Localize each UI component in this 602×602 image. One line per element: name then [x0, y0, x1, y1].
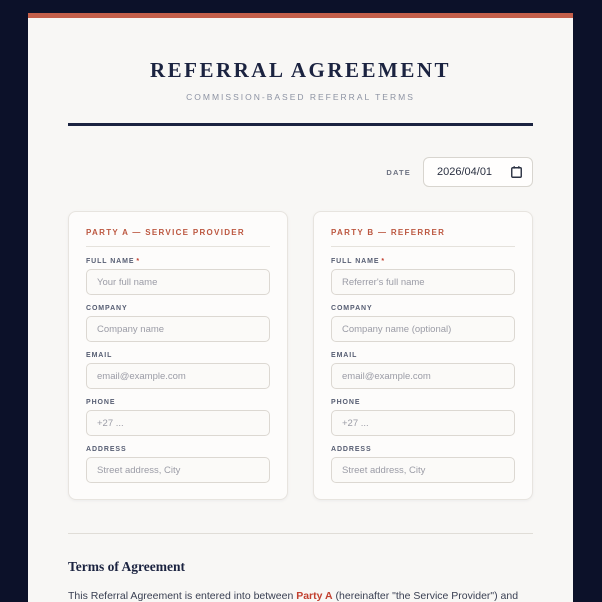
calendar-icon[interactable] — [511, 166, 522, 178]
party-b-email-field — [331, 352, 515, 389]
party-a-phone-input[interactable] — [86, 410, 270, 436]
date-label: DATE — [386, 167, 411, 177]
party-b-phone-field — [331, 399, 515, 436]
party-a-full-name-label: FULL NAME — [86, 258, 135, 265]
party-b-address-field — [331, 446, 515, 483]
party-a-heading: PARTY A — SERVICE PROVIDER — [86, 228, 270, 247]
party-b-email-input[interactable] — [331, 363, 515, 389]
party-b-address-input[interactable] — [331, 457, 515, 483]
terms-paragraph — [68, 589, 533, 602]
date-row — [68, 157, 533, 187]
terms-text-after: (hereinafter "the Service Provider") and — [332, 590, 519, 602]
party-b-heading: PARTY B — REFERRER — [331, 228, 515, 247]
required-asterisk: * — [136, 258, 141, 265]
party-b-phone-label: PHONE — [331, 399, 361, 406]
party-a-reference: Party A — [296, 590, 333, 602]
party-a-phone-label: PHONE — [86, 399, 116, 406]
required-asterisk: * — [381, 258, 386, 265]
party-b-full-name-input[interactable] — [331, 269, 515, 295]
party-b-phone-input[interactable] — [331, 410, 515, 436]
terms-divider — [68, 533, 533, 534]
party-a-full-name-field — [86, 258, 270, 295]
header-divider — [68, 123, 533, 126]
party-a-email-field — [86, 352, 270, 389]
party-a-company-field — [86, 305, 270, 342]
party-b-full-name-label: FULL NAME — [331, 258, 380, 265]
party-a-phone-field — [86, 399, 270, 436]
terms-text-before: This Referral Agreement is entered into between — [68, 590, 297, 602]
party-a-card — [68, 211, 288, 500]
party-a-email-label: EMAIL — [86, 352, 113, 359]
document-header — [68, 18, 533, 102]
party-a-full-name-input[interactable] — [86, 269, 270, 295]
party-b-address-label: ADDRESS — [331, 446, 372, 453]
party-a-address-field — [86, 446, 270, 483]
party-a-company-label: COMPANY — [86, 305, 128, 312]
party-a-address-input[interactable] — [86, 457, 270, 483]
party-cards — [68, 211, 533, 500]
date-input[interactable] — [423, 157, 533, 187]
party-b-company-label: COMPANY — [331, 305, 373, 312]
page-subtitle: COMMISSION-BASED REFERRAL TERMS — [186, 92, 415, 102]
party-a-company-input[interactable] — [86, 316, 270, 342]
party-b-card — [313, 211, 533, 500]
party-a-email-input[interactable] — [86, 363, 270, 389]
date-value: 2026/04/01 — [437, 166, 493, 178]
terms-heading: Terms of Agreement — [68, 559, 185, 574]
party-b-full-name-field — [331, 258, 515, 295]
party-a-address-label: ADDRESS — [86, 446, 127, 453]
party-b-company-field — [331, 305, 515, 342]
page-title: REFERRAL AGREEMENT — [149, 58, 452, 82]
party-b-email-label: EMAIL — [331, 352, 358, 359]
agreement-page — [28, 13, 573, 602]
party-b-company-input[interactable] — [331, 316, 515, 342]
